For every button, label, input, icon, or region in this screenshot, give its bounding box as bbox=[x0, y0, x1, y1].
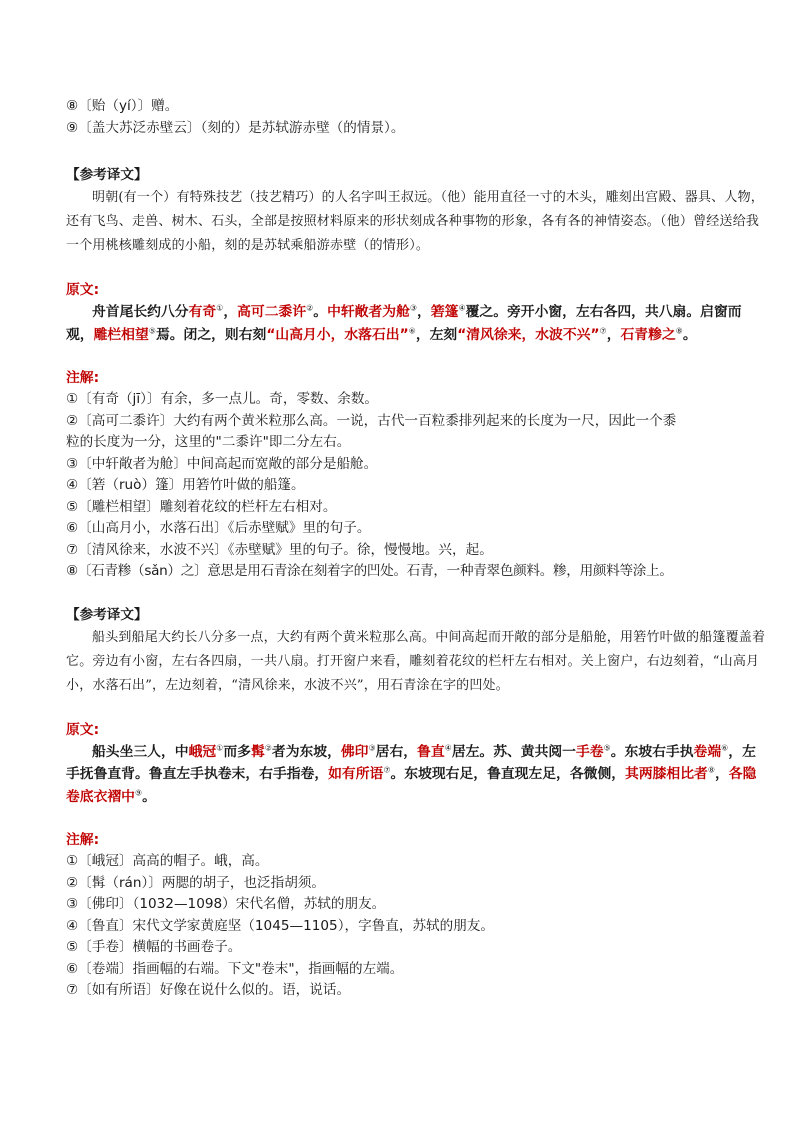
note-line: ③〔佛印〕（1032—1098）宋代名僧，苏轼的朋友。 bbox=[66, 896, 386, 912]
notes-label: 注解: bbox=[66, 832, 100, 848]
note-line: ④〔箬（ruò）篷〕用箬竹叶做的船篷。 bbox=[66, 477, 305, 493]
original-text-paragraph: 船头坐三人，中峨冠①而多髯②者为东坡，佛印③居右，鲁直④居左。苏、黄共阅一手卷⑤。东坡右手执卷端⑥，左手抚鲁直背。鲁直左手执卷末，右手指卷，如有所语⑦。东坡现右足，鲁直现左足，各微侧，其两膝相比者⑧，各隐卷底衣褶中⑨。 bbox=[66, 742, 757, 805]
note-line: ④〔鲁直〕宋代文学家黄庭坚（1045—1105），字鲁直，苏轼的朋友。 bbox=[66, 917, 495, 934]
note-line: ⑥〔卷端〕指画幅的右端。下文"卷末"，指画幅的左端。 bbox=[66, 960, 404, 977]
note-line: ①〔有奇（jī）〕有余，多一点儿。奇，零数、余数。 bbox=[66, 391, 379, 407]
note-line: 粒的长度为一分，这里的"二黍许"即二分左右。 bbox=[66, 434, 351, 450]
notes-top bbox=[66, 96, 766, 139]
reference-translation-heading: 【参考译文】 bbox=[66, 167, 148, 183]
note-line: ⑥〔山高月小，水落石出〕《后赤壁赋》里的句子。 bbox=[66, 520, 371, 536]
document-page bbox=[66, 96, 766, 1002]
note-line: ⑧〔石青糁（sǎn）之〕意思是用石青涂在刻着字的凹处。石青，一种青翠色颜料。糁，用颜料等涂上。 bbox=[66, 563, 673, 579]
note-line: ⑦〔清风徐来，水波不兴〕《赤壁赋》里的句子。徐，慢慢地。兴，起。 bbox=[66, 541, 493, 558]
note-line: ⑧〔贻（yí）〕赠。 bbox=[66, 98, 179, 114]
note-line: ⑦〔如有所语〕好像在说什么似的。语，说话。 bbox=[66, 982, 351, 998]
note-line: ⑤〔手卷〕横幅的书画卷子。 bbox=[66, 939, 242, 955]
note-line: ⑤〔雕栏相望〕雕刻着花纹的栏杆左右相对。 bbox=[66, 498, 337, 515]
note-line: ⑨〔盖大苏泛赤壁云〕（刻的）是苏轼游赤壁（的情景）。 bbox=[66, 119, 405, 136]
original-text-paragraph: 舟首尾长约八分有奇①，高可二黍许②。中轩敞者为舱③，箬篷④覆之。旁开小窗，左右各四，共八扇。启窗而观，雕栏相望⑤焉。闭之，则右刻“山高月小，水落石出”⑥，左刻“清风徐来，水波不兴”⑦，石青糁之⑧。 bbox=[66, 303, 742, 343]
note-line: ①〔峨冠〕高高的帽子。峨，高。 bbox=[66, 853, 269, 869]
original-text-label: 原文: bbox=[66, 721, 100, 738]
notes-list bbox=[66, 851, 766, 1002]
note-line: ②〔高可二黍许〕大约有两个黄米粒那么高。一说，古代一百粒黍排列起来的长度为一尺，因此一个黍 bbox=[66, 412, 677, 429]
translation-paragraph: 明朝(有一个）有特殊技艺（技艺精巧）的人名字叫王叔远。（他）能用直径一寸的木头，雕刻出宫殿、器具、人物，还有飞鸟、走兽、树木、石头，全部是按照材料原来的形状刻成各种事物的形象，各有各的神情姿态。（他）曾经送给我一个用桃核雕刻成的小船，刻的是苏轼乘船游赤壁（的情形）。 bbox=[66, 190, 764, 253]
reference-translation-heading: 【参考译文】 bbox=[66, 606, 148, 623]
original-text-label: 原文: bbox=[66, 282, 100, 298]
note-line: ③〔中轩敞者为舱〕中间高起而宽敞的部分是船舱。 bbox=[66, 455, 378, 472]
notes-label: 注解: bbox=[66, 370, 100, 386]
notes-list bbox=[66, 389, 766, 583]
note-line: ②〔髯（rán）〕两腮的胡子，也泛指胡须。 bbox=[66, 874, 326, 891]
translation-paragraph: 船头到船尾大约长八分多一点，大约有两个黄米粒那么高。中间高起而开敞的部分是船舱，用箬竹叶做的船篷覆盖着它。旁边有小窗，左右各四扇，一共八扇。打开窗户来看，雕刻着花纹的栏杆左右相对。关上窗户，右边刻着，“山高月小，水落石出”，左边刻着，“清风徐来，水波不兴”，用石青涂在字的凹处。 bbox=[66, 629, 766, 693]
